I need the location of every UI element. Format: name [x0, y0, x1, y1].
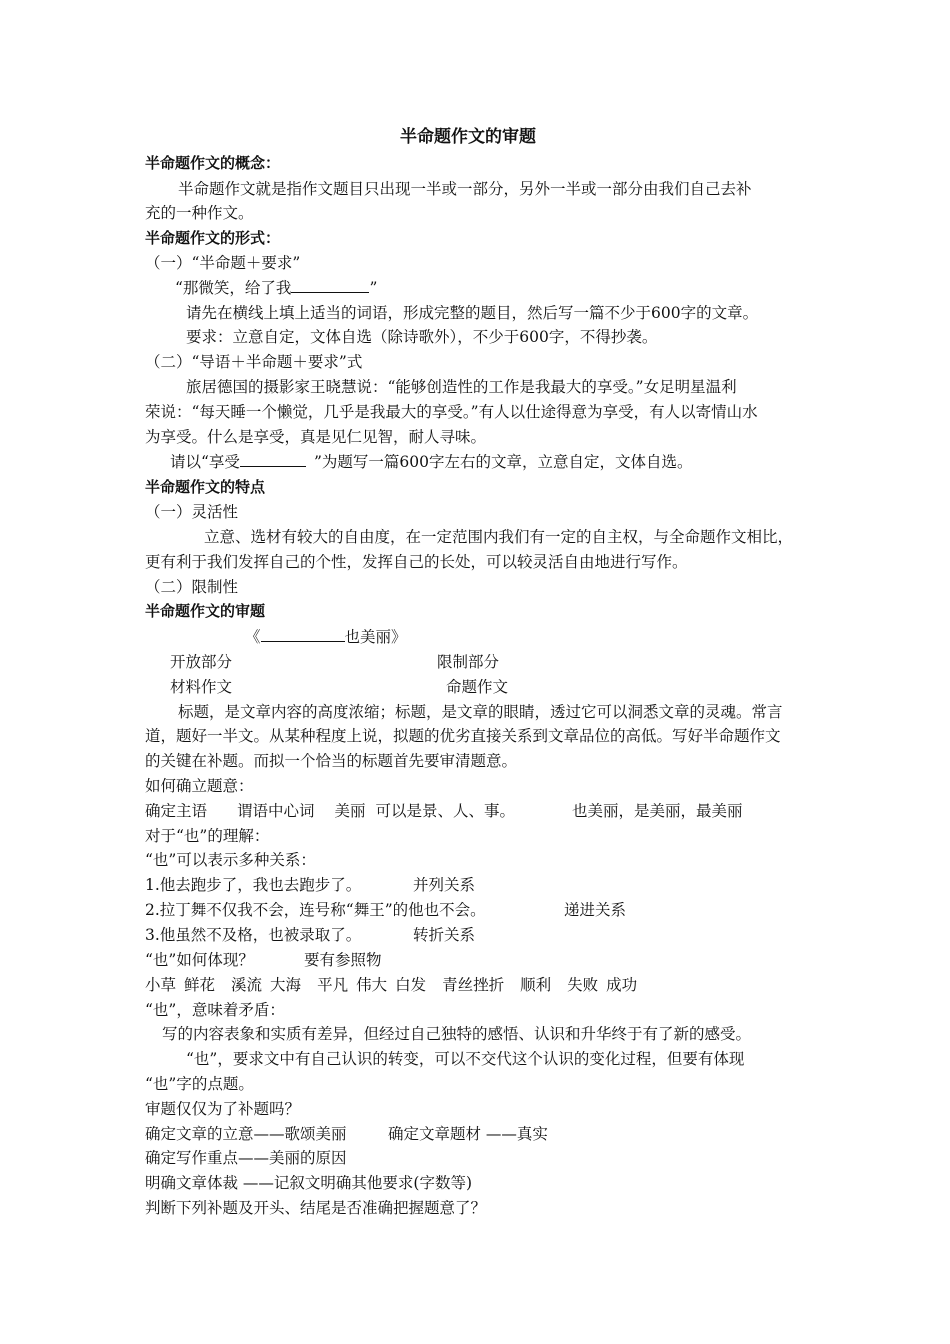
- word-item: 溪流: [231, 976, 263, 994]
- analysis-row: [145, 801, 515, 821]
- word-item: 青丝挫折: [442, 976, 505, 994]
- paragraph-line: “也”，意味着矛盾：: [145, 1001, 285, 1019]
- paragraph-line: 充的一种作文。: [145, 204, 254, 222]
- word-item: 鲜花: [184, 976, 216, 994]
- paragraph-line: 对于“也”的理解：: [145, 827, 270, 845]
- material-label: 材料作文: [170, 678, 233, 696]
- paragraph-line: 要求：立意自定，文体自选（除诗歌外），不少于600字，不得抄袭。: [186, 328, 658, 346]
- paragraph-line: 立意、选材有较大的自由度，在一定范围内我们有一定的自主权，与全命题作文相比，: [204, 528, 794, 546]
- analysis-item: 可以是景、人、事。: [375, 802, 516, 820]
- prompt-line: [170, 452, 692, 472]
- page-title: 半命题作文的审题: [400, 127, 536, 147]
- paragraph-line: “也”如何体现？: [145, 951, 254, 969]
- paragraph-line: 确定写作重点——美丽的原因: [145, 1149, 347, 1167]
- word-item: 失败: [567, 976, 599, 994]
- analysis-item: 谓语中心词: [237, 802, 315, 820]
- section-heading-concept: 半命题作文的概念：: [145, 154, 281, 172]
- paragraph-line: 半命题作文就是指作文题目只出现一半或一部分，另外一半或一部分由我们自己去补: [178, 180, 752, 198]
- paragraph-line: 要有参照物: [304, 951, 382, 969]
- word-item: 成功: [606, 976, 638, 994]
- paragraph-line: “也”字的点题。: [145, 1075, 254, 1093]
- example-sentence: 2.拉丁舞不仅我不会，连号称“舞王”的他也不会。: [145, 901, 486, 919]
- example-bracket: 《: [245, 628, 261, 646]
- paragraph-line: 道，题好一半文。从某种程度上说，拟题的优劣直接关系到文章品位的高低。写好半命题作文: [145, 727, 781, 745]
- open-part-label: 开放部分: [170, 653, 233, 671]
- prompt-text: 请以“享受: [170, 453, 240, 471]
- paragraph-line: 明确文章体裁 ——记叙文明确其他要求(字数等): [145, 1174, 473, 1192]
- paragraph-line: 荣说：“每天睡一个懒觉，几乎是我最大的享受。”有人以仕途得意为享受，有人以寄情山水: [145, 403, 758, 421]
- question-line: 审题仅仅为了补题吗？: [145, 1100, 301, 1118]
- section-heading-forms: 半命题作文的形式：: [145, 229, 281, 247]
- word-item: 平凡: [317, 976, 349, 994]
- example-text: ”: [369, 279, 378, 297]
- prompt-text: ”为题写一篇600字左右的文章，立意自定，文体自选。: [313, 453, 693, 471]
- relation-label: 递进关系: [564, 901, 627, 919]
- paragraph-line: 旅居德国的摄影家王晓慧说：“能够创造性的工作是我最大的享受。”女足明星温利: [186, 378, 737, 396]
- analysis-item: 确定主语: [145, 802, 208, 820]
- question-line: 如何确立题意：: [145, 777, 254, 795]
- paragraph-line: 确定文章的立意——歌颂美丽: [145, 1125, 347, 1143]
- analysis-item: 也美丽，是美丽，最美丽: [572, 802, 743, 820]
- paragraph-line: “也”可以表示多种关系：: [145, 851, 316, 869]
- paragraph-line: 请先在横线上填上适当的词语，形成完整的题目，然后写一篇不少于600字的文章。: [186, 304, 759, 322]
- paragraph-line: 标题，是文章内容的高度浓缩；标题，是文章的眼睛，透过它可以洞悉文章的灵魂。常言: [178, 703, 783, 721]
- limit-part-label: 限制部分: [437, 653, 500, 671]
- fill-in-blank: [291, 278, 369, 293]
- paragraph-line: 写的内容表象和实质有差异，但经过自己独特的感悟、认识和升华终于有了新的感受。: [162, 1025, 752, 1043]
- example-sentence: 1.他去跑步了，我也去跑步了。: [145, 876, 362, 894]
- word-item: 小草: [145, 976, 177, 994]
- example-text: 也美丽》: [344, 628, 407, 646]
- section-heading-features: 半命题作文的特点: [145, 478, 266, 496]
- example-sentence: 3.他虽然不及格，也被录取了。: [145, 926, 362, 944]
- subheading-flexibility: （一）灵活性: [145, 503, 239, 521]
- question-line: 判断下列补题及开头、结尾是否准确把握题意了？: [145, 1199, 487, 1217]
- paragraph-line: 更有利于我们发挥自己的个性，发挥自己的长处，可以较灵活自由地进行写作。: [145, 553, 688, 571]
- paragraph-line: 确定文章题材 ——真实: [388, 1125, 548, 1143]
- fill-in-blank: [240, 452, 306, 467]
- relation-label: 并列关系: [413, 876, 476, 894]
- word-item: 顺利: [520, 976, 552, 994]
- paragraph-line: “也”，要求文中有自己认识的转变，可以不交代这个认识的变化过程，但要有体现: [186, 1050, 745, 1068]
- relation-label: 转折关系: [413, 926, 476, 944]
- section-heading-analysis: 半命题作文的审题: [145, 602, 266, 620]
- word-item: 白发: [395, 976, 427, 994]
- subheading-form-2: （二）“导语＋半命题＋要求”式: [145, 353, 363, 371]
- word-list: [145, 975, 637, 995]
- paragraph-line: 为享受。什么是享受，真是见仁见智，耐人寻味。: [145, 428, 487, 446]
- analysis-item: 美丽: [334, 802, 366, 820]
- subheading-restriction: （二）限制性: [145, 578, 239, 596]
- paragraph-line: 的关键在补题。而拟一个恰当的标题首先要审清题意。: [145, 752, 518, 770]
- example-text: “那微笑，给了我: [175, 279, 292, 297]
- word-item: 大海: [270, 976, 302, 994]
- fill-in-blank: [261, 627, 345, 642]
- proposition-label: 命题作文: [446, 678, 509, 696]
- subheading-form-1: （一）“半命题＋要求”: [145, 254, 301, 272]
- example-title-line: [175, 278, 377, 298]
- word-item: 伟大: [356, 976, 388, 994]
- example-title: [245, 627, 407, 647]
